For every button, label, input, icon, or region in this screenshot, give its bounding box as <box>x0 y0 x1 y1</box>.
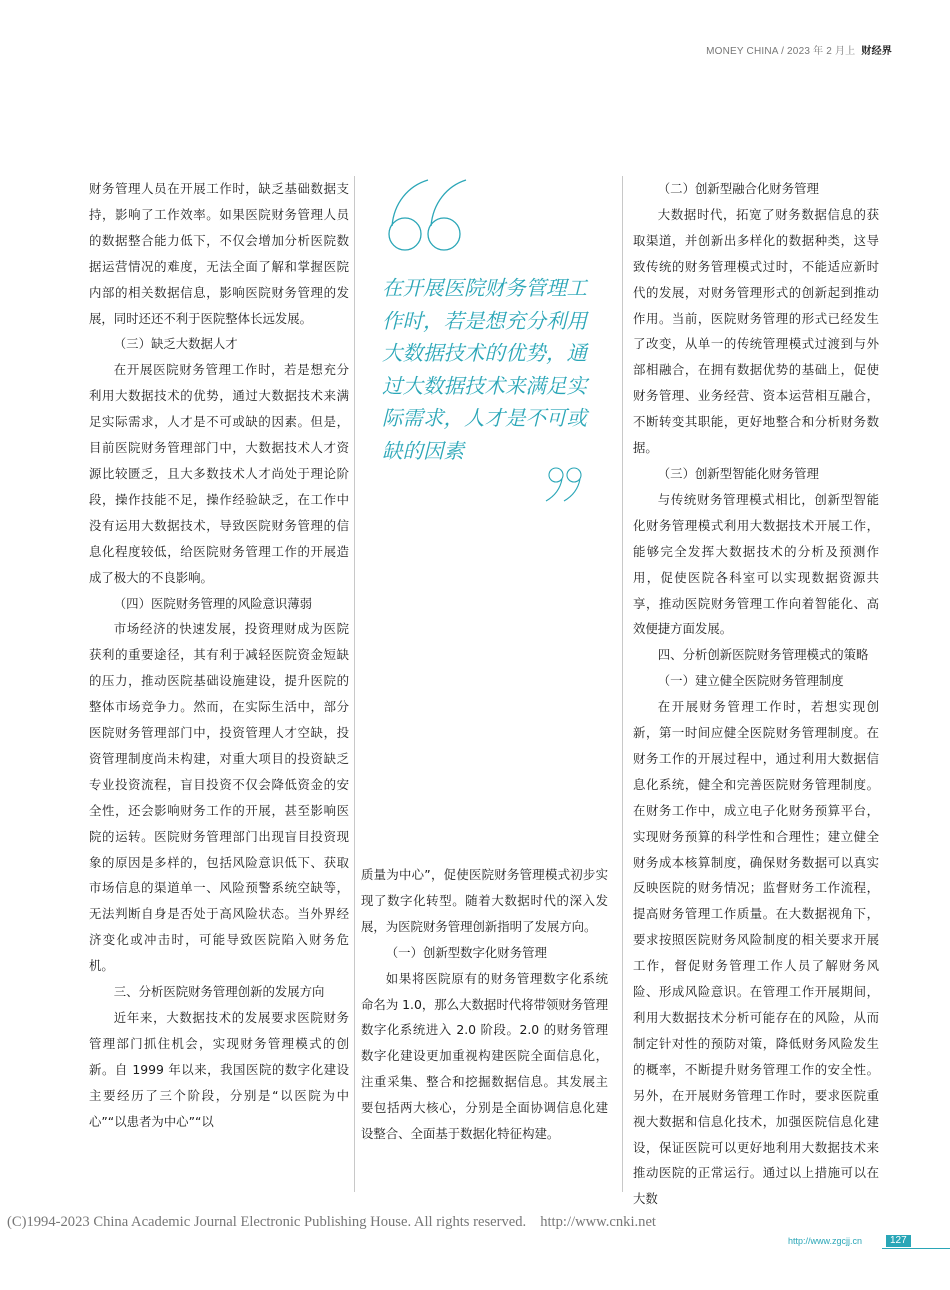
paragraph: 在开展财务管理工作时，若想实现创新，第一时间应健全医院财务管理制度。在财务工作的开展过程中，通过利用大数据信息化系统，健全和完善医院财务管理制度。在财务工作中，成立电子化财务预算平台，实现财务预算的科学性和合理性；建立健全财务成本核算制度，确保财务数据可以真实反映医院的财务情况；监督财务工作流程，提高财务管理工作质量。在大数据视角下，要求按照医院财务风险制度的相关要求开展工作，督促财务管理工作人员了解财务风险、形成风险意识。在管理工作开展期间，利用大数据技术分析可能存在的风险，从而制定针对性的预防对策，降低财务风险发生的概率，不断提升财务管理工作的安全性。另外，在开展财务管理工作时，要求医院重视大数据和信息化技术，加强医院信息化建设，保证医院可以更好地利用大数据技术来推动医院的正常运行。通过以上措施可以在大数 <box>633 699 879 1207</box>
subheading: （四）医院财务管理的风险意识薄弱 <box>113 595 313 611</box>
text-column-middle <box>361 862 608 1147</box>
text-column-right <box>633 176 879 1212</box>
column-divider <box>354 176 355 1192</box>
pull-quote: 在开展医院财务管理工作时，若是想充分利用大数据技术的优势，通过大数据技术来满足实际需求，人才是不可或缺的因素 <box>382 276 587 463</box>
paragraph: 与传统财务管理模式相比，创新型智能化财务管理模式利用大数据技术开展工作，能够完全发挥大数据技术的分析及预测作用，促使医院各科室可以实现数据资源共享，推动医院财务管理工作向着智能化、高效便捷方面发展。 <box>633 491 879 637</box>
copyright-footer <box>7 1214 656 1231</box>
section-name: 财经界 <box>861 46 892 57</box>
section-heading: 四、分析创新医院财务管理模式的策略 <box>657 647 869 663</box>
paragraph: 财务管理人员在开展工作时，缺乏基础数据支持，影响了工作效率。如果医院财务管理人员的数据整合能力低下，不仅会增加分析医院数据运营情况的难度，无法全面了解和掌握医院内部的相关数据信息，影响医院财务管理的发展，同时还还不利于医院整体长远发展。 <box>89 181 349 326</box>
magazine-issue: MONEY CHINA / 2023 年 2 月上 <box>706 46 856 57</box>
subheading: （二）创新型融合化财务管理 <box>657 181 819 196</box>
paragraph: 质量为中心”，促使医院财务管理模式初步实现了数字化转型。随着大数据时代的深入发展，为医院财务管理创新指明了发展方向。 <box>361 867 608 934</box>
subheading: （三）创新型智能化财务管理 <box>657 465 819 481</box>
section-heading: 三、分析医院财务管理创新的发展方向 <box>113 984 325 1000</box>
site-url[interactable]: http://www.zgcjj.cn <box>788 1236 863 1246</box>
close-quote-icon <box>544 466 586 502</box>
page-number: 127 <box>886 1235 911 1247</box>
subheading: （三）缺乏大数据人才 <box>113 336 238 352</box>
subheading: （一）建立健全医院财务管理制度 <box>657 673 844 689</box>
running-header <box>706 42 892 57</box>
paragraph: 在开展医院财务管理工作时，若是想充分利用大数据技术的优势，通过大数据技术来满足实际需求，人才是不可或缺的因素。但是，目前医院财务管理部门中，大数据技术人才资源比较匮乏，且大多数技术人才尚处于理论阶段，操作技能不足，操作经验缺乏，在工作中没有运用大数据技术，导致医院财务管理的信息化程度较低，给医院财务管理工作的开展造成了极大的不良影响。 <box>89 362 349 585</box>
footer-rule <box>882 1248 950 1249</box>
paragraph: 市场经济的快速发展，投资理财成为医院获利的重要途径，其有利于减轻医院资金短缺的压力，推动医院基础设施建设，提升医院的整体市场竞争力。然而，在实际生活中，部分医院财务管理部门中，投资管理人才空缺，投资管理制度尚未构建，对重大项目的投资缺乏专业投资流程，盲目投资不仅会降低资金的安全性，还会影响财务工作的开展，甚至影响医院的运转。医院财务管理部门出现盲目投资现象的原因是多样的，包括风险意识低下、获取市场信息的渠道单一、风险预警系统空缺等，无法判断自身是否处于高风险状态。当外界经济变化或冲击时，可能导致医院陷入财务危机。 <box>89 621 349 974</box>
column-divider <box>622 176 623 1192</box>
paragraph: 如果将医院原有的财务管理数字化系统命名为 1.0，那么大数据时代将带领财务管理数字化系统进入 2.0 阶段。2.0 的财务管理数字化建设更加重视构建医院全面信息化，注重采集、整合和挖掘数据信息。其发展主要包括两大核心，分别是全面协调信息化建设整合、全面基于数据化特征构建。 <box>361 970 608 1142</box>
paragraph: 大数据时代，拓宽了财务数据信息的获取渠道，并创新出多样化的数据种类，这导致传统的财务管理模式过时，不能适应新时代的发展，对财务管理形式的创新起到推动作用。当前，医院财务管理的形式已经发生了改变，从单一的传统管理模式过渡到与外部相融合，在拥有数据优势的基础上，促使财务管理、业务经营、资本运营相互融合，不断转变其职能，更好地整合和分析财务数据。 <box>633 206 879 456</box>
open-quote-icon <box>386 178 468 258</box>
text-column-left <box>89 176 349 1135</box>
copyright-text: (C)1994-2023 China Academic Journal Electronic Publishing House. All rights reserved. <box>7 1214 527 1230</box>
cnki-link[interactable]: http://www.cnki.net <box>540 1214 656 1230</box>
paragraph: 近年来，大数据技术的发展要求医院财务管理部门抓住机会，实现财务管理模式的创新。自 1999 年以来，我国医院的数字化建设主要经历了三个阶段，分别是“以医院为中心”“以患者为中心”“以 <box>89 1010 349 1129</box>
subheading: （一）创新型数字化财务管理 <box>385 944 547 960</box>
